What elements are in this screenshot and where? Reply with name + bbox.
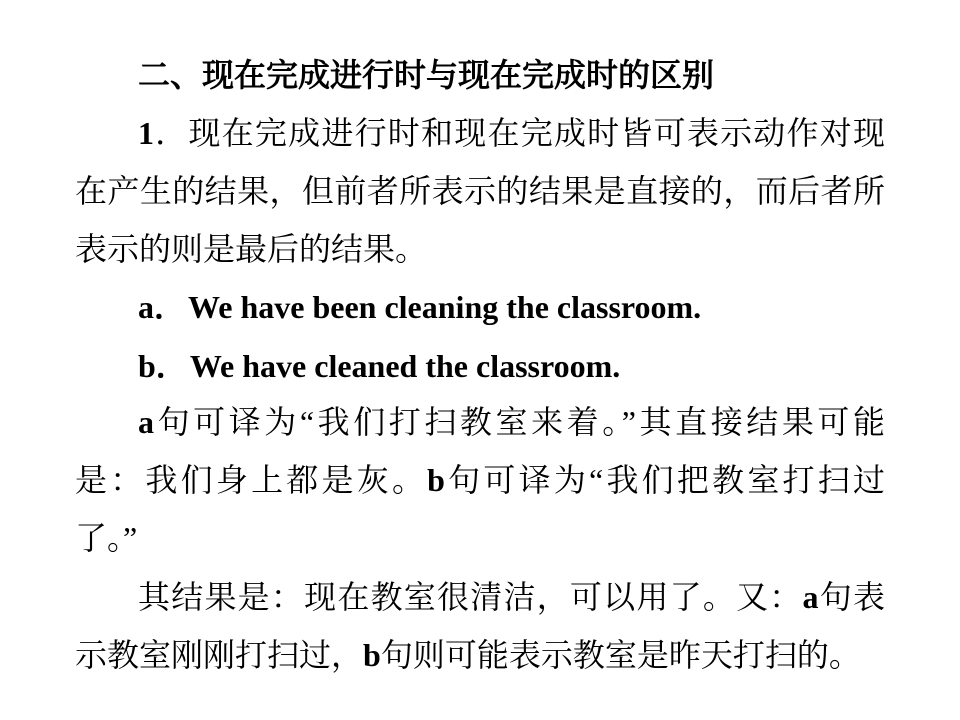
translation-text-3: 了。” — [75, 520, 138, 556]
translation-line-3 — [75, 516, 137, 560]
result-text-1-before: 其结果是：现在教室很清洁，可以用了。又： — [138, 579, 803, 615]
result-line-2 — [75, 633, 861, 677]
point-1-text-2: 在产生的结果，但前者所表示的结果是直接的，而后者所 — [75, 173, 885, 209]
point-1-text-1: 现在完成进行时和现在完成时皆可表示动作对现 — [188, 115, 885, 151]
translation-label-b: b — [427, 462, 445, 498]
example-a-label: a — [138, 289, 154, 325]
example-b-separator: ． — [155, 348, 188, 384]
example-a — [138, 285, 701, 329]
translation-label-a: a — [138, 404, 154, 440]
example-a-separator: ． — [154, 289, 187, 325]
point-1-line-1 — [138, 111, 885, 155]
example-b-sentence: We have cleaned the classroom. — [189, 348, 621, 384]
point-number-separator: ． — [154, 115, 189, 151]
point-1-line-3 — [75, 227, 427, 271]
example-b — [138, 344, 620, 388]
translation-line-1 — [138, 400, 885, 444]
point-1-line-2 — [75, 169, 885, 213]
result-label-b: b — [363, 637, 381, 673]
example-a-sentence: We have been cleaning the classroom. — [188, 289, 702, 325]
translation-text-2-after: 句可译为“我们把教室打扫过 — [444, 462, 885, 498]
result-text-2-after: 句则可能表示教室是昨天打扫的。 — [380, 637, 861, 673]
section-heading: 二、现在完成进行时与现在完成时的区别 — [138, 57, 715, 93]
result-label-a: a — [802, 579, 819, 615]
point-number: 1 — [138, 115, 154, 151]
result-line-1 — [138, 575, 885, 619]
point-1-text-3: 表示的则是最后的结果。 — [75, 231, 428, 267]
result-text-2-before: 示教室刚刚打扫过， — [75, 637, 364, 673]
translation-line-2 — [75, 458, 885, 502]
translation-text-1: 句可译为“我们打扫教室来着。”其直接结果可能 — [154, 404, 885, 440]
translation-text-2-before: 是：我们身上都是灰。 — [75, 462, 428, 498]
result-text-1-after: 句表 — [818, 579, 885, 615]
example-b-label: b — [138, 348, 156, 384]
